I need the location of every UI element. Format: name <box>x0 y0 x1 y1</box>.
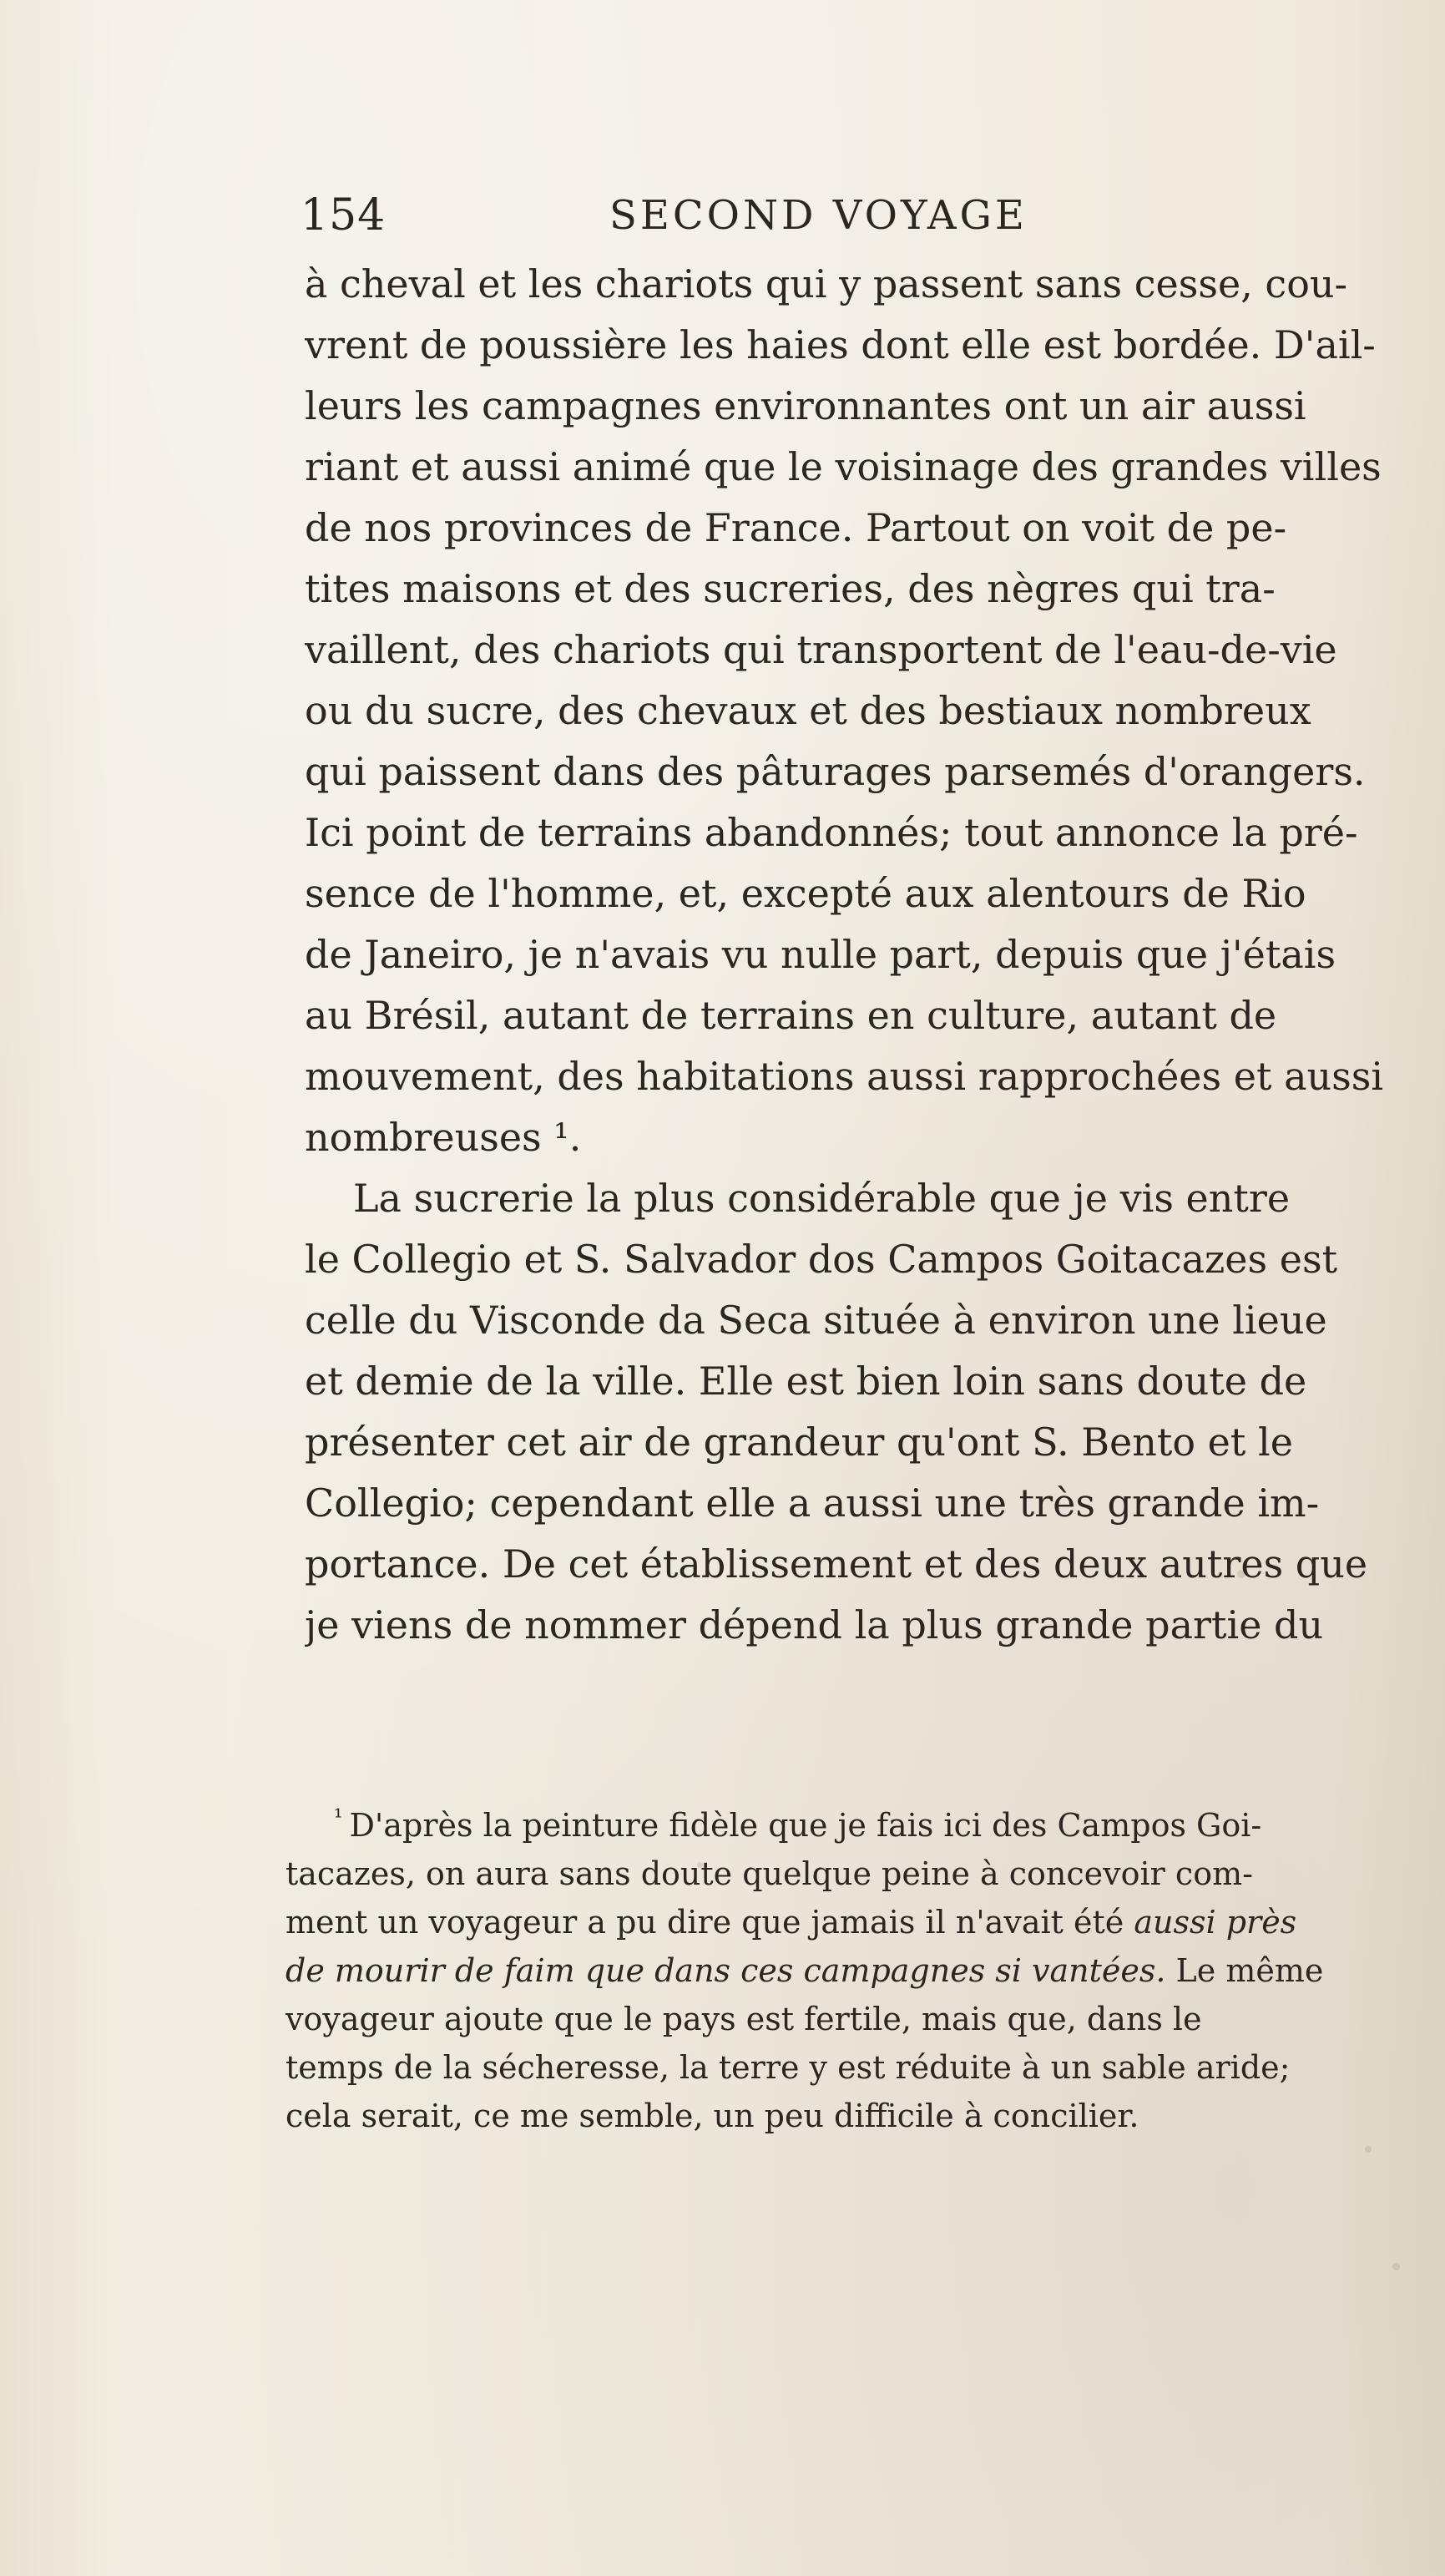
footnote-line: temps de la sécheresse, la terre y est réduite à un sable aride; <box>285 2049 1291 2086</box>
text-line: riant et aussi animé que le voisinage des grandes villes <box>305 444 1382 489</box>
footnote-text: Le même <box>1165 1952 1324 1989</box>
footnote-line: tacazes, on aura sans doute quelque peine à concevoir com- <box>285 1855 1253 1892</box>
text-line: sence de l'homme, et, excepté aux alentours de Rio <box>305 871 1306 916</box>
footnote-line <box>285 1898 1396 1946</box>
page-number: 154 <box>301 190 387 240</box>
text-line: ou du sucre, des chevaux et des bestiaux nombreux <box>305 688 1311 733</box>
footnote-line <box>285 1946 1396 1995</box>
text-line: mouvement, des habitations aussi rapprochées et aussi <box>305 1054 1384 1099</box>
paper-foxing-spot <box>1392 2263 1400 2270</box>
text-line: présenter cet air de grandeur qu'ont S. Bento et le <box>305 1420 1293 1465</box>
text-line: le Collegio et S. Salvador dos Campos Goitacazes est <box>305 1237 1338 1282</box>
main-text <box>305 254 1390 1656</box>
footnote-line <box>285 1794 1396 1850</box>
text-line: de Janeiro, je n'avais vu nulle part, depuis que j'étais <box>305 932 1336 977</box>
text-line: tites maisons et des sucreries, des nègres qui tra- <box>305 566 1276 611</box>
text-line: vaillent, des chariots qui transportent de l'eau-de-vie <box>305 627 1337 672</box>
footnote-line: voyageur ajoute que le pays est fertile, mais que, dans le <box>285 2001 1202 2037</box>
text-line: et demie de la ville. Elle est bien loin sans doute de <box>305 1359 1307 1404</box>
text-line: Ici point de terrains abandonnés; tout annonce la pré- <box>305 810 1358 855</box>
text-line: leurs les campagnes environnantes ont un air aussi <box>305 383 1306 428</box>
text-line: celle du Visconde da Seca située à environ une lieue <box>305 1298 1327 1343</box>
text-line: à cheval et les chariots qui y passent sans cesse, cou- <box>305 261 1348 306</box>
text-line: de nos provinces de France. Partout on voit de pe- <box>305 505 1287 550</box>
footnote-marker: ¹ <box>334 1805 343 1830</box>
paper-foxing-spot <box>1365 2146 1372 2153</box>
text-line: je viens de nommer dépend la plus grande partie du <box>305 1602 1324 1647</box>
footnote-quote: de mourir de faim que dans ces campagnes si vantées. <box>285 1952 1166 1989</box>
paragraph-first-line: La sucrerie la plus considérable que je vis entre <box>353 1176 1291 1221</box>
footnote <box>285 1794 1396 2140</box>
text-line: au Brésil, autant de terrains en culture, autant de <box>305 993 1277 1038</box>
footnote-quote: aussi près <box>1134 1904 1297 1941</box>
running-head: SECOND VOYAGE <box>609 192 1028 239</box>
text-line: vrent de poussière les haies dont elle est bordée. D'ail- <box>305 322 1376 367</box>
footnote-text: D'après la peinture fidèle que je fais ici des Campos Goi- <box>349 1807 1262 1844</box>
footnote-line: cela serait, ce me semble, un peu difficile à concilier. <box>285 2098 1139 2134</box>
text-line: nombreuses ¹. <box>305 1115 582 1160</box>
page-header <box>301 190 1135 249</box>
text-line: qui paissent dans des pâturages parsemés d'orangers. <box>305 749 1366 794</box>
footnote-text: ment un voyageur a pu dire que jamais il n'avait été <box>285 1904 1134 1941</box>
text-line: Collegio; cependant elle a aussi une très grande im- <box>305 1480 1320 1526</box>
text-line: portance. De cet établissement et des deux autres que <box>305 1541 1368 1587</box>
